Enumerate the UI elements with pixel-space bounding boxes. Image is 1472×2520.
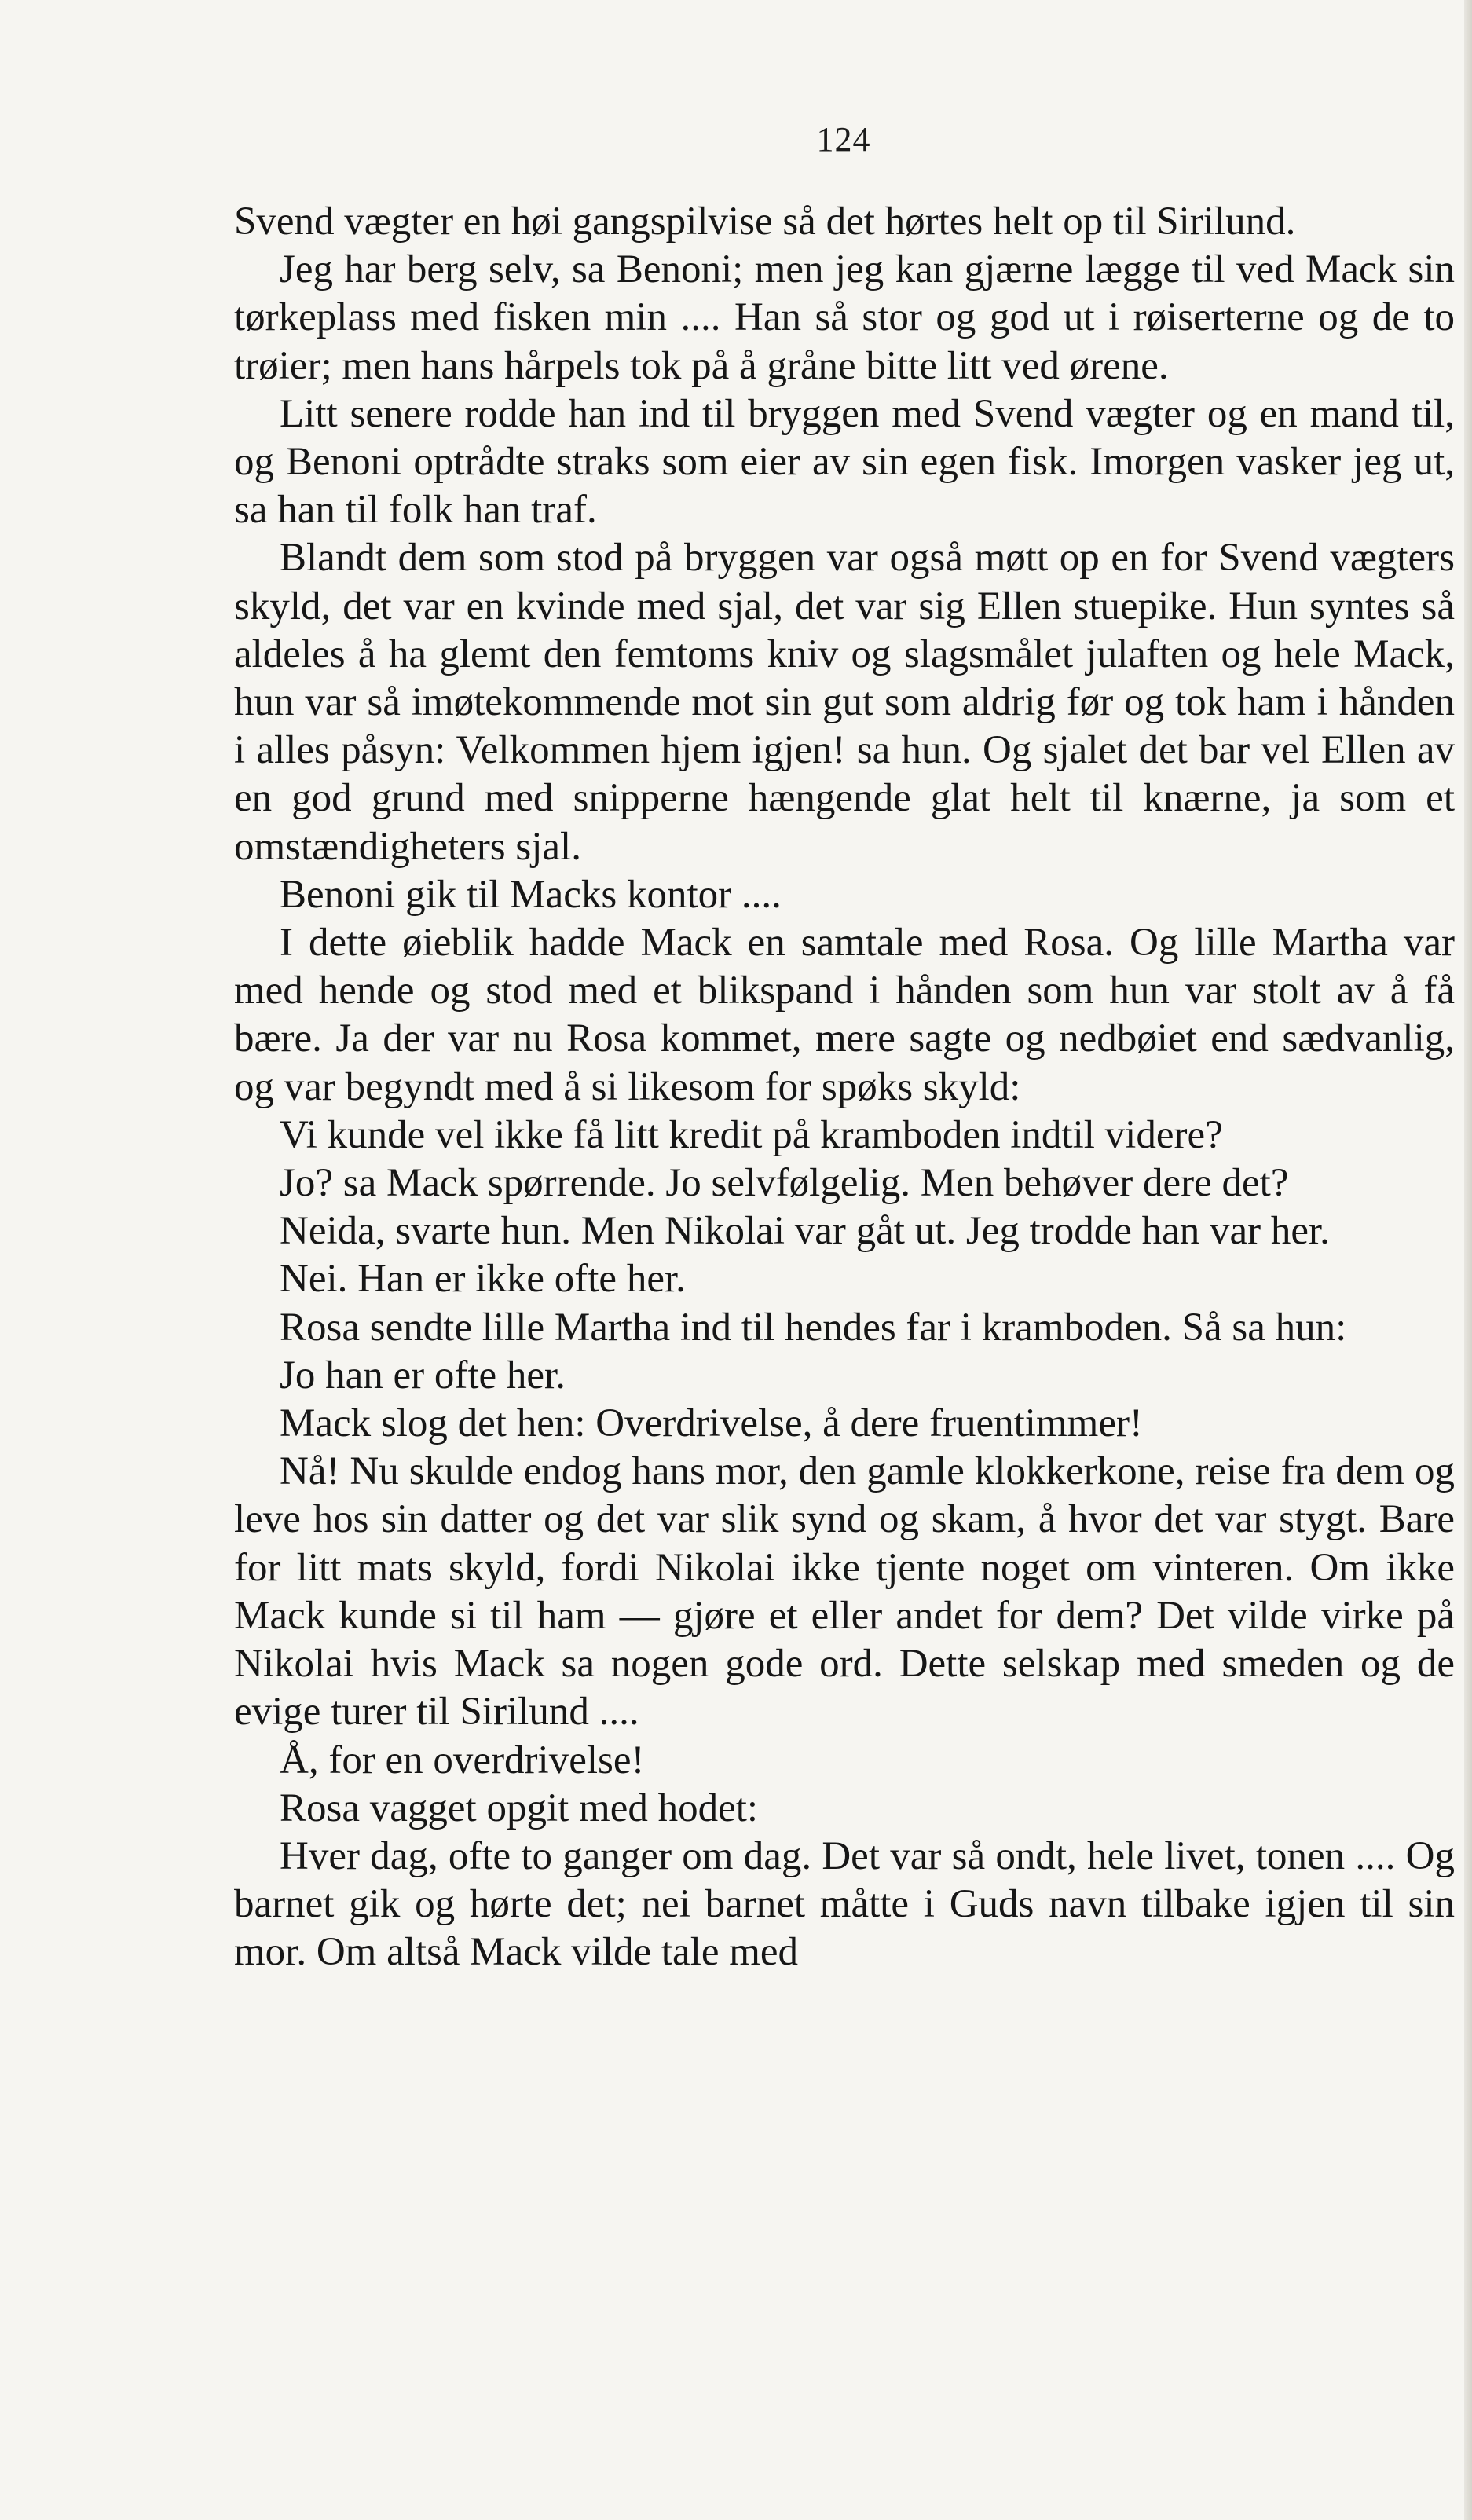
paragraph: Hver dag, ofte to ganger om dag. Det var så ondt, hele livet, tonen .... Og barnet gik og hørte det; nei barnet måtte i Guds navn tilbake igjen til sin mor. Om altså Mack vilde tale med [234,1833,1455,1975]
paragraph: Litt senere rodde han ind til bryggen med Svend vægter og en mand til, og Benoni optrådte straks som eier av sin egen fisk. Imorgen vasker jeg ut, sa han til folk han traf. [234,391,1455,533]
paragraph: Jo? sa Mack spørrende. Jo selvfølgelig. Men behøver dere det? [280,1161,1289,1206]
body-text [234,198,1455,1977]
paragraph: Blandt dem som stod på bryggen var også møtt op en for Svend vægters skyld, det var en kvinde med sjal, det var sig Ellen stuepike. Hun syntes så aldeles å ha glemt den femtoms kniv og slagsmålet julaften og hele Mack, hun var så imøtekommende mot sin gut som aldrig før og tok ham i hånden i alles påsyn: Velkommen hjem igjen! sa hun. Og sjalet det bar vel Ellen av en god grund med snipperne hængende glat helt til knærne, ja som et omstændigheters sjal. [234,536,1455,869]
paragraph: Nei. Han er ikke ofte her. [280,1257,686,1302]
paragraph: Benoni gik til Macks kontor .... [280,872,782,917]
paragraph: Neida, svarte hun. Men Nikolai var gåt ut. Jeg trodde han var her. [280,1209,1330,1254]
paragraph: Nå! Nu skulde endog hans mor, den gamle klokkerkone, reise fra dem og leve hos sin datter og det var slik synd og skam, å hvor det var stygt. Bare for litt mats skyld, fordi Nikolai ikke tjente noget om vinteren. Om ikke Mack kunde si til ham — gjøre et eller andet for dem? Det vilde virke på Nikolai hvis Mack sa nogen gode ord. Dette selskap med smeden og de evige turer til Sirilund .... [234,1449,1455,1734]
paragraph: Svend vægter en høi gangspilvise så det hørtes helt op til Sirilund. [234,200,1296,244]
paragraph: Jeg har berg selv, sa Benoni; men jeg kan gjærne lægge til ved Mack sin tørkeplass med fisken min .... Han så stor og god ut i røiserterne og de to trøier; men hans hårpels tok på å gråne bitte litt ved ørene. [234,247,1455,388]
paragraph: Rosa vagget opgit med hodet: [280,1786,759,1830]
paragraph: Å, for en overdrivelse! [280,1738,645,1782]
page-number: 124 [816,120,871,159]
paragraph: Rosa sendte lille Martha ind til hendes far i kramboden. Så sa hun: [280,1305,1347,1350]
paragraph: Jo han er ofte her. [280,1353,566,1397]
paragraph: I dette øieblik hadde Mack en samtale med Rosa. Og lille Martha var med hende og stod med et blikspand i hånden som hun var stolt av å få bære. Ja der var nu Rosa kommet, mere sagte og nedbøiet end sædvanlig, og var begyndt med å si likesom for spøks skyld: [234,921,1455,1109]
page-edge [1464,0,1472,2520]
paragraph: Mack slog det hen: Overdrivelse, å dere fruentimmer! [280,1401,1143,1446]
paragraph: Vi kunde vel ikke få litt kredit på kramboden indtil videre? [280,1112,1223,1157]
